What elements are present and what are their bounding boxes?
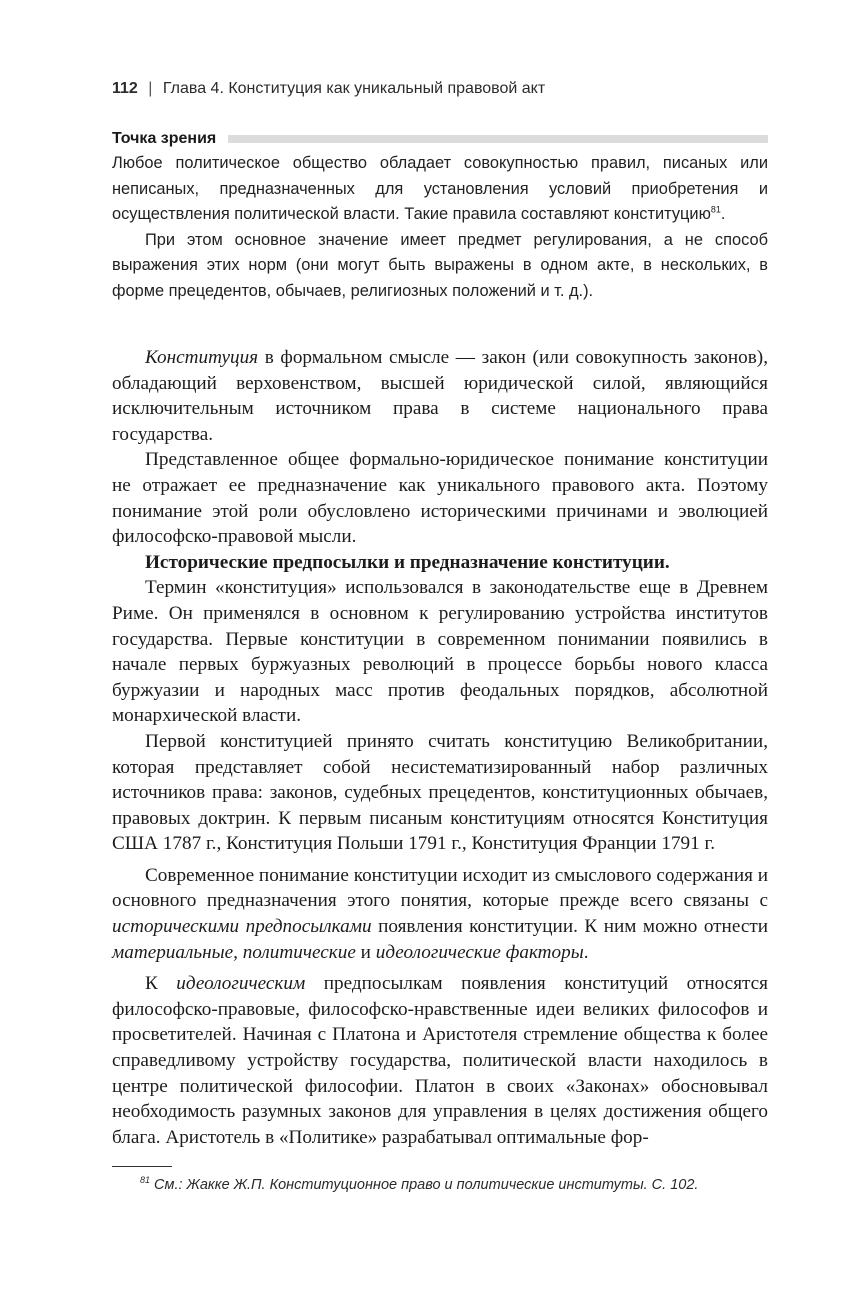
viewpoint-paragraph-1 bbox=[112, 151, 768, 228]
main-text bbox=[112, 345, 768, 1150]
page-number: 112 bbox=[112, 80, 138, 97]
viewpoint-paragraph-1-end: . bbox=[720, 205, 726, 223]
viewpoint-rule bbox=[228, 135, 768, 143]
emphasis-historical: историческими предпосылками bbox=[112, 916, 372, 938]
body-paragraph-4: Первой конституцией принято считать конституцию Великобритании, которая представляет собой несистематизированный набор различных источников права: законов, судебных прецедентов, конституционных обычаев, правовых доктрин. К первым писаным конституциям относятся Конституция США 1787 г., Конституция Польши 1791 г., Конституция Франции 1791 г. bbox=[112, 730, 768, 855]
body-paragraph-6-a: К bbox=[145, 973, 177, 995]
emphasis-ideological: идеологическим bbox=[176, 973, 306, 995]
emphasis-ideological-factors: идеологические факторы bbox=[375, 941, 584, 963]
body-paragraph-5-c: и bbox=[355, 941, 376, 963]
emphasis-material-political: материальные, политические bbox=[112, 941, 356, 963]
term-konstitutsiya: Конституция bbox=[145, 347, 259, 368]
footnote-number: 81 bbox=[140, 1175, 151, 1186]
body-paragraph-5-b: появления конституции. К ним можно отнести bbox=[371, 916, 768, 938]
viewpoint-header bbox=[112, 127, 768, 151]
viewpoint-paragraph-1-text: Любое политическое общество обладает совокупностью правил, писаных или неписаных, предназначенных для установления условий приобретения и осуществления политической власти. Такие правила составляют конституцию bbox=[112, 154, 768, 223]
running-header bbox=[112, 78, 772, 100]
viewpoint-paragraph-2: При этом основное значение имеет предмет регулирования, а не способ выражения этих норм (они могут быть выражены в одном акте, в нескольких, в форме прецедентов, обычаев, религиозных положений и т. д.). bbox=[112, 230, 768, 300]
body-paragraph-1 bbox=[112, 345, 768, 447]
viewpoint-box bbox=[112, 127, 768, 304]
body-paragraph-3: Термин «конституция» использовался в законодательстве еще в Древнем Риме. Он применялся в основном к регулированию устройства институтов государства. Первые конституции в современном понимании появились в начале первых буржуазных революций в процессе борьбы нового класса буржуазии и народных масс против феодальных порядков, абсолютной монархической власти. bbox=[112, 577, 768, 727]
viewpoint-title: Точка зрения bbox=[112, 130, 217, 147]
header-separator: | bbox=[148, 80, 153, 97]
body-paragraph-6 bbox=[112, 971, 768, 1150]
body-paragraph-6-b: предпосылкам появления конституций относятся философско-правовые, философско-нравственные идеи великих философов и просветителей. Начиная с Платона и Аристотеля стремление общества к более справедливому устройству государства, политической власти находилось в центре политической философии. Платон в своих «Законах» обосновывал необходимость разумных законов для управления в целях достижения общего блага. Аристотель в «Политике» разрабатывал оптимальные фор- bbox=[112, 973, 768, 1148]
footnote-text: См.: Жакке Ж.П. Конституционное право и политические институты. С. 102. bbox=[150, 1177, 699, 1193]
body-paragraph-5 bbox=[112, 863, 768, 965]
footnote bbox=[140, 1175, 780, 1195]
footnote-ref[interactable]: 81 bbox=[710, 204, 721, 215]
body-paragraph-1-text: в формальном смысле — закон (или совокупность законов), обладающий верховенством, высшей юридической силой, являющийся исключительным источником права в системе национального права государства. bbox=[112, 347, 768, 445]
body-paragraph-5-d: . bbox=[583, 941, 589, 963]
section-heading: Исторические предпосылки и предназначение конституции. bbox=[145, 551, 670, 573]
chapter-title: Глава 4. Конституция как уникальный правовой акт bbox=[162, 80, 546, 97]
footnote-rule bbox=[112, 1166, 172, 1167]
body-paragraph-2: Представленное общее формально-юридическое понимание конституции не отражает ее предназначение как уникального правового акта. Поэтому понимание этой роли обусловлено историческими причинами и эволюцией философско-правовой мысли. bbox=[112, 449, 768, 548]
body-paragraph-5-a: Современное понимание конституции исходит из смыслового содержания и основного предназначения этого понятия, которые прежде всего связаны с bbox=[112, 864, 768, 912]
